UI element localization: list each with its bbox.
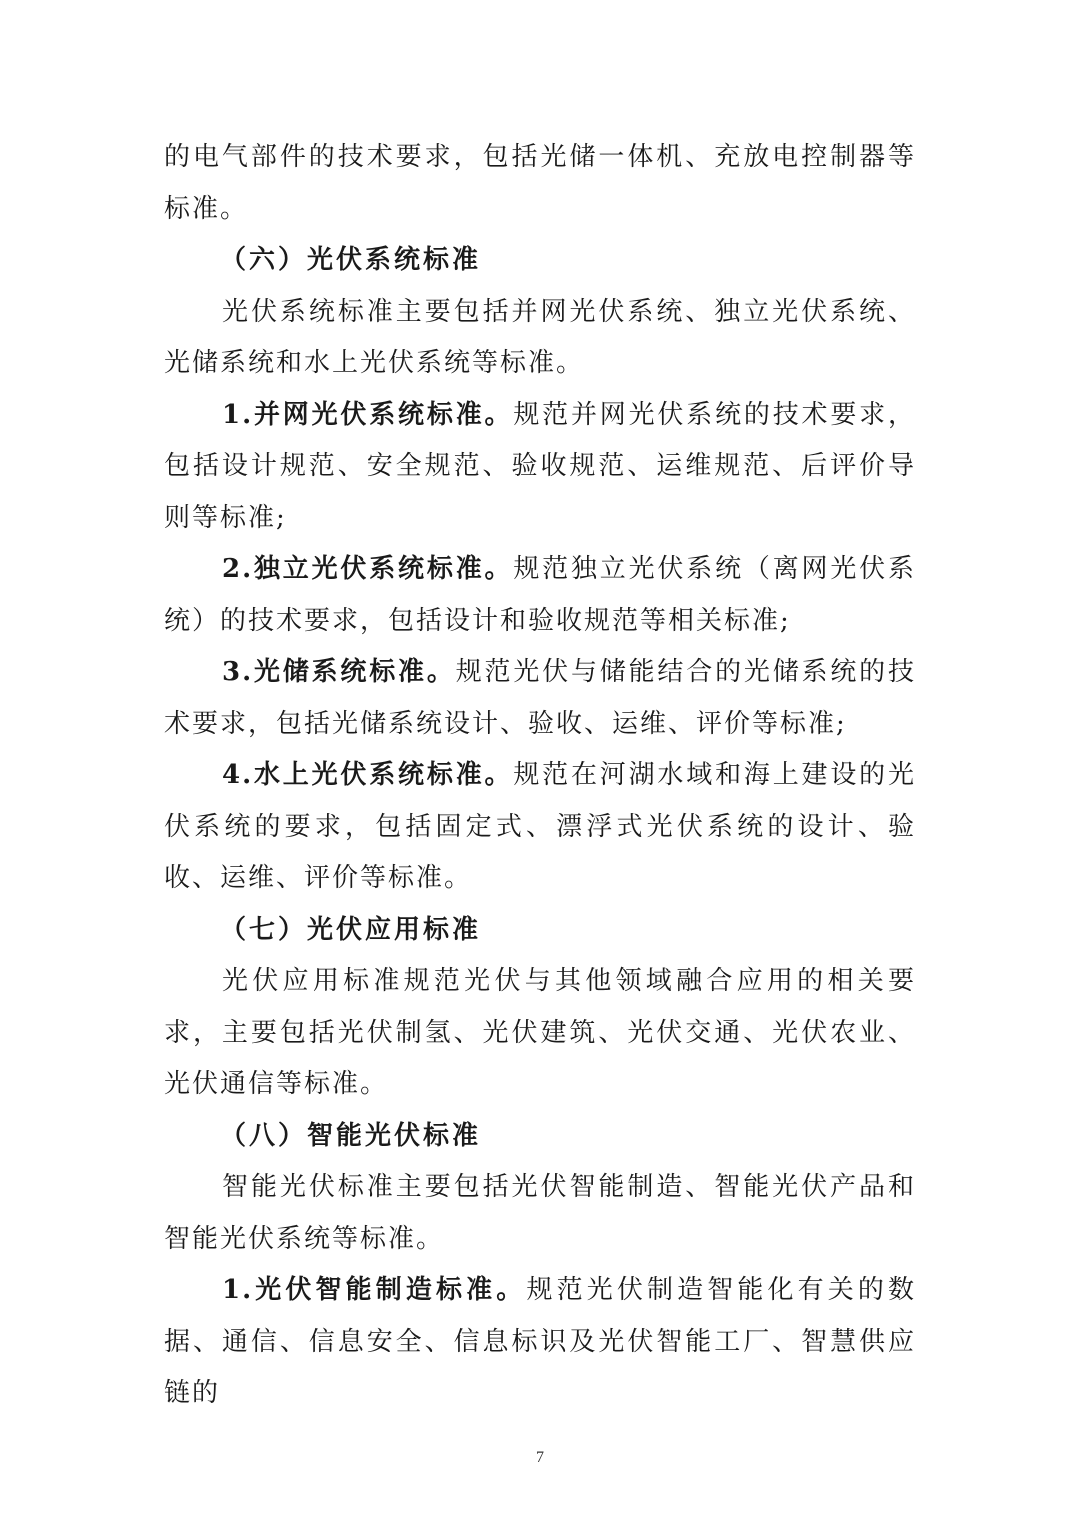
paragraph-text: 规范独立光伏系统（离网光伏系统）的技术要求，包括设计和验收规范等相关标准; [164, 554, 916, 636]
paragraph-pv-storage [164, 647, 916, 750]
paragraph-lead: 1.并网光伏系统标准。 [222, 399, 514, 430]
paragraph-lead: 4.水上光伏系统标准。 [222, 760, 514, 790]
paragraph-pv-application [164, 956, 916, 1111]
paragraph-text: 的电气部件的技术要求，包括光储一体机、充放电控制器等标准。 [164, 142, 916, 224]
paragraph-smart-manufacturing [164, 1265, 916, 1420]
section-heading-seven: （七）光伏应用标准 [220, 914, 482, 945]
paragraph-off-grid [164, 544, 916, 647]
paragraph-text: 智能光伏标准主要包括光伏智能制造、智能光伏产品和智能光伏系统等标准。 [164, 1172, 916, 1254]
paragraph-text: 光伏系统标准主要包括并网光伏系统、独立光伏系统、光储系统和水上光伏系统等标准。 [164, 296, 916, 378]
paragraph-continuation [164, 132, 916, 235]
document-body [164, 132, 916, 1420]
page-number: 7 [536, 1449, 544, 1466]
paragraph-smart-pv-intro [164, 1162, 916, 1265]
section-heading-six: （六）光伏系统标准 [220, 245, 482, 275]
paragraph-text: 规范在河湖水域和海上建设的光伏系统的要求，包括固定式、漂浮式光伏系统的设计、验收、运维、评价等标准。 [164, 760, 916, 893]
paragraph-text: 光伏应用标准规范光伏与其他领域融合应用的相关要求，主要包括光伏制氢、光伏建筑、光伏交通、光伏农业、光伏通信等标准。 [164, 966, 916, 1099]
paragraph-lead: 2.独立光伏系统标准。 [222, 554, 514, 584]
paragraph-lead: 3.光储系统标准。 [222, 657, 456, 687]
paragraph-lead: 1.光伏智能制造标准。 [222, 1275, 527, 1305]
paragraph-pv-system-intro [164, 287, 916, 390]
paragraph-text: 规范并网光伏系统的技术要求，包括设计规范、安全规范、验收规范、运维规范、后评价导则等标准; [164, 399, 916, 533]
paragraph-text: 规范光伏与储能结合的光储系统的技术要求，包括光储系统设计、验收、运维、评价等标准; [164, 657, 916, 739]
paragraph-text: 规范光伏制造智能化有关的数据、通信、信息安全、信息标识及光伏智能工厂、智慧供应链的 [164, 1275, 916, 1408]
paragraph-floating-pv [164, 750, 916, 905]
paragraph-grid-connected [164, 390, 916, 545]
section-heading-eight: （八）智能光伏标准 [220, 1120, 482, 1151]
